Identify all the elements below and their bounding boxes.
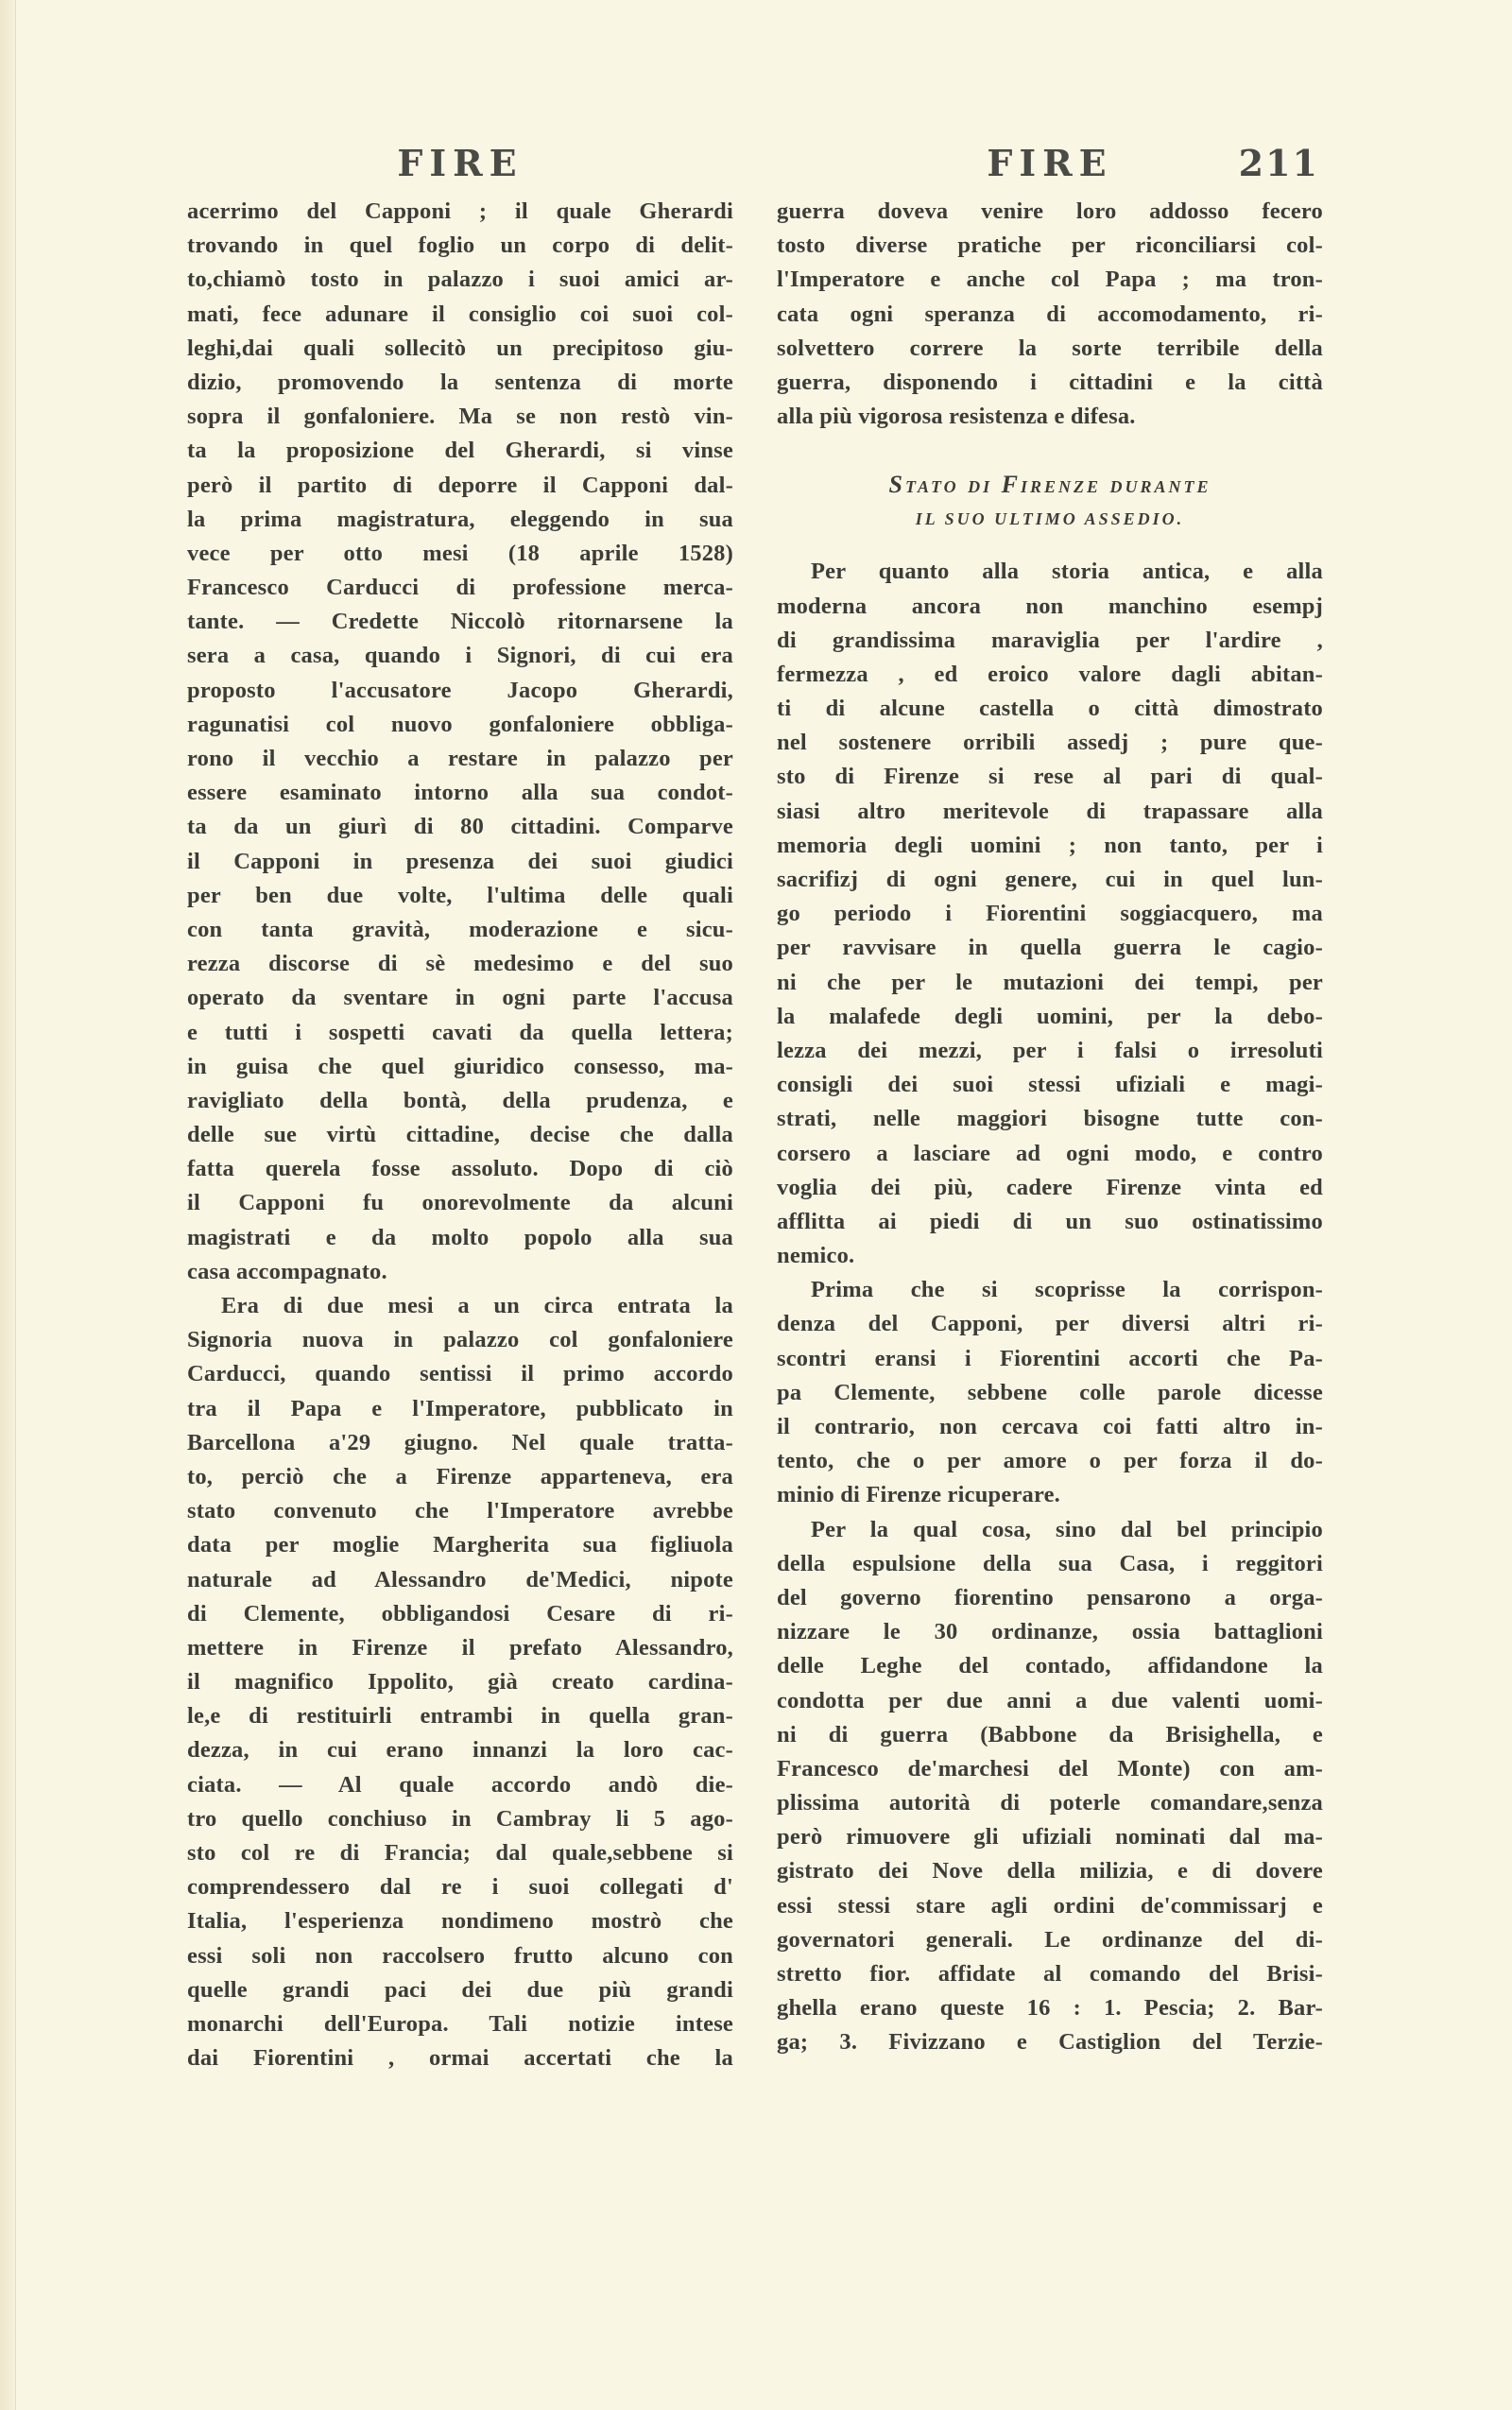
- text-line: condotta per due anni a due valenti uomi-: [777, 1687, 1323, 1713]
- text-line: acerrimo del Capponi ; il quale Gherardi: [187, 198, 733, 224]
- text-line: Signoria nuova in palazzo col gonfaloniere: [187, 1327, 733, 1353]
- section-heading-line-1: Stato di Firenze durante: [888, 471, 1211, 499]
- text-line: to, perciò che a Firenze apparteneva, era: [187, 1463, 733, 1489]
- text-line: per ravvisare in quella guerra le cagio-: [777, 935, 1323, 961]
- text-line: tra il Papa e l'Imperatore, pubblicato in: [187, 1395, 733, 1421]
- text-line: Francesco de'marchesi del Monte) con am-: [777, 1755, 1323, 1782]
- text-line: dai Fiorentini , ormai accertati che la: [187, 2045, 733, 2072]
- text-line: ciata. — Al quale accordo andò die-: [187, 1771, 733, 1798]
- text-line: Italia, l'esperienza nondimeno mostrò che: [187, 1908, 733, 1935]
- text-line: Francesco Carducci di professione merca-: [187, 575, 733, 601]
- text-line: go periodo i Fiorentini soggiacquero, ma: [777, 901, 1323, 927]
- text-line: di Clemente, obbligandosi Cesare di ri-: [187, 1600, 733, 1627]
- spacer: [777, 434, 1323, 468]
- page-number: 211: [1238, 142, 1319, 184]
- text-line: casa accompagnato.: [187, 1258, 387, 1284]
- text-line: dezza, in cui erano innanzi la loro cac-: [187, 1737, 733, 1764]
- text-line: sto di Firenze si rese al pari di qual-: [777, 764, 1323, 790]
- text-line: naturale ad Alessandro de'Medici, nipote: [187, 1566, 733, 1592]
- text-line: ravigliato della bontà, della prudenza, e: [187, 1087, 733, 1113]
- text-line: alla più vigorosa resistenza e difesa.: [777, 404, 1136, 430]
- right-column-intro-text: [777, 195, 1323, 434]
- text-line: quelle grandi paci dei due più grandi: [187, 1976, 733, 2003]
- text-line: stato convenuto che l'Imperatore avrebbe: [187, 1498, 733, 1524]
- text-line: nel sostenere orribili assedj ; pure que-: [777, 730, 1323, 756]
- text-line: con tanta gravità, moderazione e sicu-: [187, 916, 733, 942]
- text-line: vece per otto mesi (18 aprile 1528): [187, 540, 733, 566]
- text-line: essi soli non raccolsero frutto alcuno con: [187, 1942, 733, 1969]
- text-line: sopra il gonfaloniere. Ma se non restò vin-: [187, 404, 733, 430]
- text-line: fatta querela fosse assoluto. Dopo di ciò: [187, 1156, 733, 1182]
- text-line: Per la qual cosa, sino dal bel principio: [811, 1516, 1323, 1542]
- text-line: tro quello conchiuso in Cambray li 5 ago-: [187, 1805, 733, 1832]
- section-heading-line-2: IL SUO ULTIMO ASSEDIO.: [915, 509, 1185, 529]
- text-line: operato da sventare in ogni parte l'accusa: [187, 985, 733, 1011]
- text-line: strati, nelle maggiori bisogne tutte con-: [777, 1106, 1323, 1132]
- text-line: Prima che si scoprisse la corrispon-: [811, 1277, 1323, 1303]
- section-heading: [777, 468, 1323, 536]
- text-line: memoria degli uomini ; non tanto, per i: [777, 832, 1323, 858]
- running-head-title: FIRE: [397, 142, 524, 184]
- text-line: in guisa che quel giuridico consesso, ma-: [187, 1053, 733, 1079]
- text-line: però il partito di deporre il Capponi dal-: [187, 472, 733, 498]
- text-line: consigli dei suoi stessi ufiziali e magi-: [777, 1072, 1323, 1098]
- text-line: dizio, promovendo la sentenza di morte: [187, 369, 733, 395]
- text-line: però rimuovere gli ufiziali nominati dal ma-: [777, 1824, 1323, 1851]
- text-line: trovando in quel foglio un corpo di delit-: [187, 232, 733, 259]
- text-line: essere esaminato intorno alla sua condot-: [187, 780, 733, 806]
- text-line: corsero a lasciare ad ogni modo, e contro: [777, 1140, 1323, 1166]
- text-line: essi stessi stare agli ordini de'commissarj e: [777, 1892, 1323, 1919]
- right-column: [777, 142, 1323, 2060]
- text-line: comprendessero dal re i suoi collegati d': [187, 1874, 733, 1901]
- text-line: mati, fece adunare il consiglio coi suoi col-: [187, 301, 733, 327]
- text-line: Per quanto alla storia antica, e alla: [811, 559, 1323, 585]
- running-head-title: FIRE: [987, 142, 1113, 184]
- text-line: sera a casa, quando i Signori, di cui era: [187, 643, 733, 669]
- text-line: guerra, disponendo i cittadini e la città: [777, 369, 1323, 395]
- text-line: il magnifico Ippolito, già creato cardina-: [187, 1669, 733, 1696]
- text-line: tosto diverse pratiche per riconciliarsi col-: [777, 232, 1323, 259]
- text-line: rono il vecchio a restare in palazzo per: [187, 746, 733, 771]
- text-line: e tutti i sospetti cavati da quella lettera;: [187, 1019, 733, 1045]
- text-line: tento, che o per amore o per forza il do-: [777, 1448, 1323, 1474]
- text-line: solvettero correre la sorte terribile della: [777, 335, 1323, 361]
- text-line: ta la proposizione del Gherardi, si vinse: [187, 438, 733, 464]
- right-column-body-text: [777, 555, 1323, 2059]
- text-line: minio di Firenze ricuperare.: [777, 1482, 1060, 1508]
- text-line: to,chiamò tosto in palazzo i suoi amici ar-: [187, 267, 733, 293]
- text-line: plissima autorità di poterle comandare,senza: [777, 1790, 1323, 1816]
- text-line: di grandissima maraviglia per l'ardire ,: [777, 627, 1323, 653]
- text-line: la malafede degli uomini, per la debo-: [777, 1003, 1323, 1029]
- text-line: lezza dei mezzi, per i falsi o irresoluti: [777, 1037, 1323, 1063]
- text-line: guerra doveva venire loro addosso fecero: [777, 198, 1323, 224]
- text-line: gistrato dei Nove della milizia, e di dovere: [777, 1858, 1323, 1885]
- text-line: il Capponi in presenza dei suoi giudici: [187, 848, 733, 874]
- text-line: ghella erano queste 16 : 1. Pescia; 2. Bar-: [777, 1995, 1323, 2022]
- text-line: delle Leghe del contado, affidandone la: [777, 1653, 1323, 1679]
- text-line: denza del Capponi, per diversi altri ri-: [777, 1311, 1323, 1337]
- text-line: stretto fior. affidate al comando del Brisi-: [777, 1961, 1323, 1987]
- text-line: Era di due mesi a un circa entrata la: [221, 1293, 733, 1318]
- left-column-text: [187, 195, 733, 2075]
- text-line: rezza discorse di sè medesimo e del suo: [187, 951, 733, 977]
- text-line: fermezza , ed eroico valore dagli abitan-: [777, 661, 1323, 687]
- text-line: ta da un giurì di 80 cittadini. Comparve: [187, 814, 733, 840]
- text-line: per ben due volte, l'ultima delle quali: [187, 882, 733, 908]
- text-line: ga; 3. Fivizzano e Castiglion del Terzie-: [777, 2029, 1323, 2056]
- text-line: nemico.: [777, 1243, 855, 1269]
- text-line: voglia dei più, cadere Firenze vinta ed: [777, 1174, 1323, 1200]
- running-head-right: [777, 142, 1323, 195]
- text-line: l'Imperatore e anche col Papa ; ma tron-: [777, 267, 1323, 293]
- text-line: ni di guerra (Babbone da Brisighella, e: [777, 1721, 1323, 1747]
- text-line: tante. — Credette Niccolò ritornarsene la: [187, 609, 733, 635]
- text-line: Barcellona a'29 giugno. Nel quale tratta-: [187, 1429, 733, 1455]
- text-line: delle sue virtù cittadine, decise che dalla: [187, 1122, 733, 1148]
- left-column: [187, 142, 733, 2075]
- text-line: il Capponi fu onorevolmente da alcuni: [187, 1190, 733, 1216]
- text-line: Carducci, quando sentissi il primo accordo: [187, 1361, 733, 1387]
- text-line: leghi,dai quali sollecitò un precipitoso giu-: [187, 335, 733, 361]
- text-line: moderna ancora non manchino esempj: [777, 593, 1323, 619]
- text-line: data per moglie Margherita sua figliuola: [187, 1532, 733, 1558]
- text-line: della espulsione della sua Casa, i reggitori: [777, 1550, 1323, 1576]
- text-line: sacrifizj di ogni genere, cui in quel lun-: [777, 867, 1323, 892]
- text-line: del governo fiorentino pensarono a orga-: [777, 1584, 1323, 1610]
- text-line: magistrati e da molto popolo alla sua: [187, 1224, 733, 1250]
- text-line: sto col re di Francia; dal quale,sebbene si: [187, 1840, 733, 1866]
- text-line: ni che per le mutazioni dei tempi, per: [777, 969, 1323, 995]
- text-line: siasi altro meritevole di trapassare alla: [777, 798, 1323, 824]
- page-gutter-edge: [0, 0, 16, 2410]
- text-line: nizzare le 30 ordinanze, ossia battaglioni: [777, 1619, 1323, 1645]
- text-line: cata ogni speranza di accomodamento, ri-: [777, 301, 1323, 327]
- spacer: [777, 536, 1323, 555]
- text-line: monarchi dell'Europa. Tali notizie intese: [187, 2010, 733, 2037]
- text-line: il contrario, non cercava coi fatti altro in-: [777, 1414, 1323, 1439]
- text-line: pa Clemente, sebbene colle parole dicesse: [777, 1379, 1323, 1405]
- text-line: proposto l'accusatore Jacopo Gherardi,: [187, 677, 733, 703]
- text-line: afflitta ai piedi di un suo ostinatissimo: [777, 1208, 1323, 1234]
- text-line: scontri eransi i Fiorentini accorti che Pa-: [777, 1345, 1323, 1371]
- text-line: la prima magistratura, eleggendo in sua: [187, 506, 733, 532]
- text-line: ragunatisi col nuovo gonfaloniere obbliga-: [187, 711, 733, 737]
- running-head-left: [187, 142, 733, 195]
- text-line: le,e di restituirli entrambi in quella gran-: [187, 1703, 733, 1730]
- text-line: governatori generali. Le ordinanze del di-: [777, 1926, 1323, 1953]
- text-line: ti di alcune castella o città dimostrato: [777, 696, 1323, 722]
- text-line: mettere in Firenze il prefato Alessandro,: [187, 1634, 733, 1661]
